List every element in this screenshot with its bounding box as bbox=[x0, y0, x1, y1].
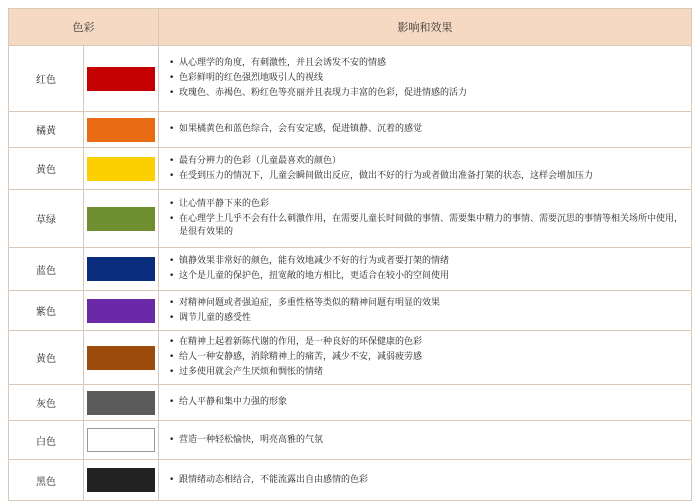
effect-bullet: • 在精神上起着新陈代谢的作用，是一种良好的环保健康的色彩 bbox=[169, 336, 685, 349]
effect-bullet: • 营造一种轻松愉快，明亮高雅的气氛 bbox=[169, 434, 685, 447]
effect-list bbox=[169, 198, 685, 239]
table-row bbox=[9, 248, 692, 291]
effect-bullet: • 过多使用就会产生厌烦和惆怅的情绪 bbox=[169, 366, 685, 379]
effect-bullet: • 这个是儿童的保护色，扭宽敞的地方相比，更适合在较小的空间使用 bbox=[169, 270, 685, 283]
color-swatch bbox=[87, 391, 155, 415]
color-swatch bbox=[87, 67, 155, 91]
header-effect: 影响和效果 bbox=[159, 9, 692, 46]
color-swatch bbox=[87, 257, 155, 281]
swatch-cell bbox=[84, 460, 159, 501]
swatch-cell bbox=[84, 421, 159, 460]
effect-bullet: • 跟情绪动态相结合，不能流露出自由感情的色彩 bbox=[169, 474, 685, 487]
color-name: 黑色 bbox=[9, 460, 84, 501]
table-row bbox=[9, 112, 692, 148]
effect-bullet: • 调节儿童的感受性 bbox=[169, 312, 685, 325]
color-swatch bbox=[87, 346, 155, 370]
effect-bullet: • 给人平静和集中力强的形象 bbox=[169, 396, 685, 409]
swatch-cell bbox=[84, 148, 159, 190]
effect-description bbox=[159, 460, 692, 501]
header-color: 色彩 bbox=[9, 9, 159, 46]
effect-description bbox=[159, 421, 692, 460]
swatch-cell bbox=[84, 190, 159, 248]
color-name: 灰色 bbox=[9, 385, 84, 421]
table-row bbox=[9, 460, 692, 501]
effect-list bbox=[169, 255, 685, 283]
color-name: 黄色 bbox=[9, 148, 84, 190]
effect-description bbox=[159, 248, 692, 291]
color-name: 白色 bbox=[9, 421, 84, 460]
effect-bullet: • 镇静效果非常好的颜色，能有效地减少不好的行为或者要打架的情绪 bbox=[169, 255, 685, 268]
swatch-cell bbox=[84, 112, 159, 148]
color-effects-table-wrapper bbox=[8, 8, 692, 496]
effect-description bbox=[159, 190, 692, 248]
effect-bullet: • 最有分辨力的色彩（儿童最喜欢的颜色） bbox=[169, 155, 685, 168]
table-row bbox=[9, 46, 692, 112]
color-name: 紫色 bbox=[9, 291, 84, 331]
effect-list bbox=[169, 336, 685, 379]
effect-bullet: • 从心理学的角度，有刺激性，并且会诱发不安的情感 bbox=[169, 57, 685, 70]
swatch-cell bbox=[84, 291, 159, 331]
color-effects-table bbox=[8, 8, 692, 501]
color-swatch bbox=[87, 157, 155, 181]
table-row bbox=[9, 148, 692, 190]
color-name: 草绿 bbox=[9, 190, 84, 248]
swatch-cell bbox=[84, 385, 159, 421]
effect-list bbox=[169, 434, 685, 447]
effect-bullet: • 在受到压力的情况下，儿童会瞬间做出反应，做出不好的行为或者做出准备打架的状态，这样会增加压力 bbox=[169, 170, 685, 183]
effect-bullet: • 玫瑰色、赤褐色、粉红色等亮丽并且表现力丰富的色彩，促进情感的活力 bbox=[169, 87, 685, 100]
table-row bbox=[9, 331, 692, 385]
effect-list bbox=[169, 474, 685, 487]
color-name: 蓝色 bbox=[9, 248, 84, 291]
table-row bbox=[9, 421, 692, 460]
color-name: 黄色 bbox=[9, 331, 84, 385]
color-swatch bbox=[87, 207, 155, 231]
effect-list bbox=[169, 297, 685, 325]
swatch-cell bbox=[84, 248, 159, 291]
effect-description bbox=[159, 385, 692, 421]
effect-list bbox=[169, 123, 685, 136]
effect-description bbox=[159, 46, 692, 112]
effect-list bbox=[169, 155, 685, 183]
effect-description bbox=[159, 112, 692, 148]
table-row bbox=[9, 190, 692, 248]
table-row bbox=[9, 385, 692, 421]
effect-bullet: • 在心理学上几乎不会有什么刺激作用，在需要儿童长时间做的事情、需要集中精力的事情、需要沉思的事情等相关场所中使用，是很有效果的 bbox=[169, 213, 685, 239]
table-header-row bbox=[9, 9, 692, 46]
effect-list bbox=[169, 57, 685, 100]
effect-bullet: • 色彩鲜明的红色强烈地吸引人的视线 bbox=[169, 72, 685, 85]
effect-bullet: • 对精神问题或者强迫症，多重性格等类似的精神问题有明显的效果 bbox=[169, 297, 685, 310]
swatch-cell bbox=[84, 46, 159, 112]
effect-bullet: • 让心情平静下来的色彩 bbox=[169, 198, 685, 211]
color-swatch bbox=[87, 468, 155, 492]
color-name: 红色 bbox=[9, 46, 84, 112]
table-row bbox=[9, 291, 692, 331]
color-swatch bbox=[87, 428, 155, 452]
effect-description bbox=[159, 331, 692, 385]
effect-list bbox=[169, 396, 685, 409]
effect-bullet: • 给人一种安静感，消除精神上的痛苦，减少不安，减弱疲劳感 bbox=[169, 351, 685, 364]
color-swatch bbox=[87, 118, 155, 142]
color-swatch bbox=[87, 299, 155, 323]
effect-description bbox=[159, 291, 692, 331]
table-body bbox=[9, 46, 692, 501]
effect-bullet: • 如果橘黄色和蓝色综合，会有安定感，促进镇静、沉着的感觉 bbox=[169, 123, 685, 136]
swatch-cell bbox=[84, 331, 159, 385]
color-name: 橘黄 bbox=[9, 112, 84, 148]
effect-description bbox=[159, 148, 692, 190]
